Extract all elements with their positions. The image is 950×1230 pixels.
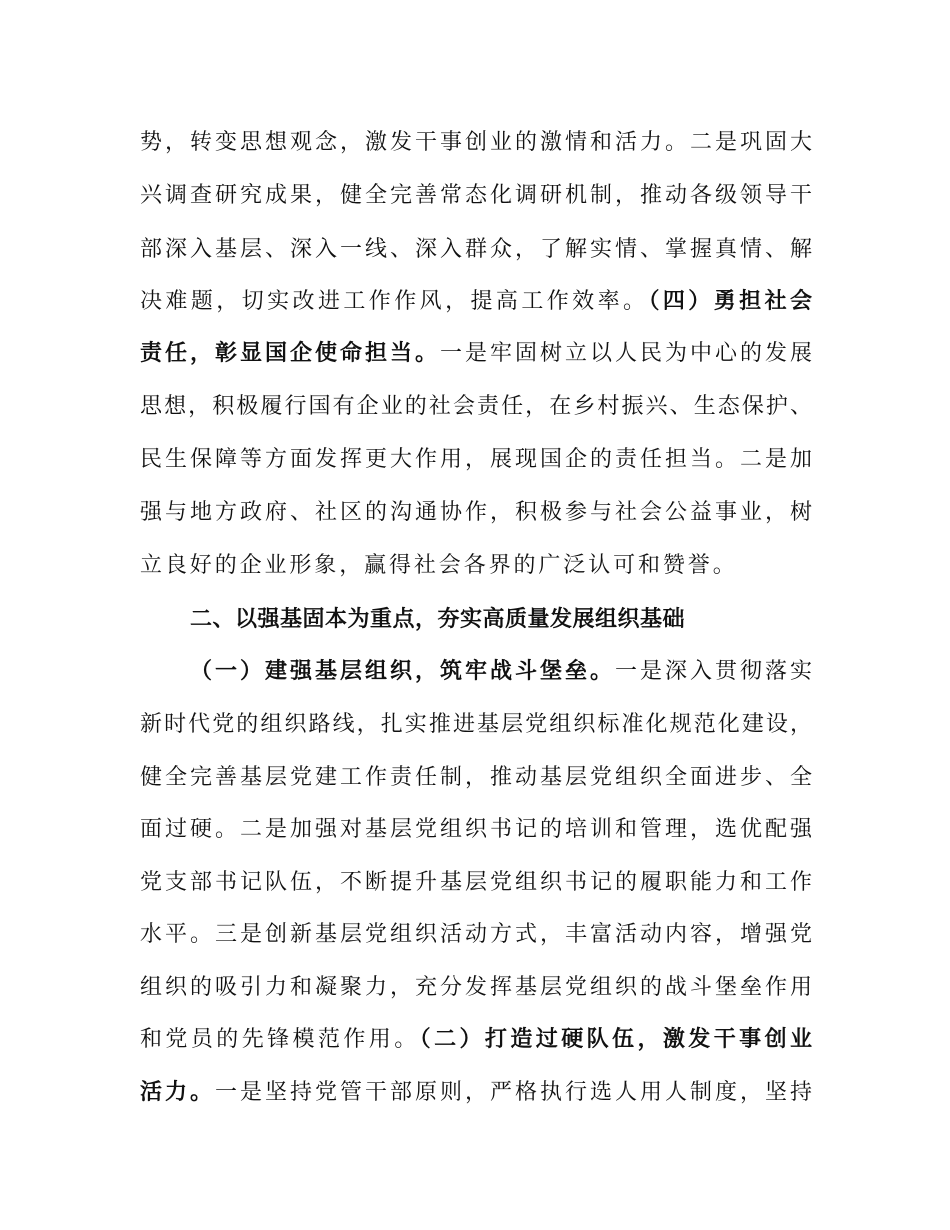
paragraph-line <box>140 765 812 791</box>
bold-subheading-text: 责任，彰显国企使命担当。 <box>140 341 440 366</box>
paragraph-line <box>140 394 812 420</box>
body-text: 水平。三是创新基层党组织活动方式，丰富活动内容，增强党 <box>140 922 812 947</box>
body-text: 健全完善基层党建工作责任制，推动基层党组织全面进步、全 <box>140 765 812 790</box>
body-text: 党支部书记队伍，不断提升基层党组织书记的履职能力和工作 <box>140 870 812 895</box>
body-text: 新时代党的组织路线，扎实推进基层党组织标准化规范化建设， <box>140 712 812 737</box>
paragraph-line <box>140 130 812 156</box>
section-heading <box>190 607 685 633</box>
bold-subheading-text: 二、以强基固本为重点，夯实高质量发展组织基础 <box>190 607 686 632</box>
body-text: 组织的吸引力和凝聚力，充分发挥基层党组织的战斗堡垒作用 <box>140 975 812 1000</box>
body-text: 部深入基层、深入一线、深入群众，了解实情、掌握真情、解 <box>140 237 812 262</box>
paragraph-line <box>140 922 812 948</box>
body-text: 思想，积极履行国有企业的社会责任，在乡村振兴、生态保护、 <box>140 394 812 419</box>
body-text: 一是深入贯彻落实 <box>614 659 812 684</box>
paragraph-line <box>140 237 812 263</box>
body-text: 面过硬。二是加强对基层党组织书记的培训和管理，选优配强 <box>140 817 812 842</box>
paragraph-line <box>140 1027 812 1053</box>
paragraph-line <box>140 975 812 1001</box>
paragraph-line <box>140 289 812 315</box>
body-text: 强与地方政府、社区的沟通协作，积极参与社会公益事业，树 <box>140 500 812 525</box>
body-text: 兴调查研究成果，健全完善常态化调研机制，推动各级领导干 <box>140 183 812 208</box>
body-text: 和党员的先锋模范作用。 <box>140 1027 420 1052</box>
paragraph-line <box>140 500 812 526</box>
paragraph-line <box>140 712 812 738</box>
paragraph-line <box>140 341 812 367</box>
paragraph-line <box>140 447 812 473</box>
paragraph-line <box>140 1080 812 1106</box>
body-text: 一是牢固树立以人民为中心的发展 <box>440 341 812 366</box>
paragraph-line <box>140 183 812 209</box>
body-text: 一是坚持党管干部原则，严格执行选人用人制度，坚持 <box>215 1080 812 1105</box>
body-text: 决难题，切实改进工作作风，提高工作效率。 <box>140 289 649 314</box>
body-text: 民生保障等方面发挥更大作用，展现国企的责任担当。二是加 <box>140 447 812 472</box>
bold-subheading-text: （四）勇担社会 <box>648 289 812 314</box>
body-text: 立良好的企业形象，赢得社会各界的广泛认可和赞誉。 <box>140 553 738 578</box>
bold-subheading-text: （一）建强基层组织，筑牢战斗堡垒。 <box>190 659 615 684</box>
bold-subheading-text: （二）打造过硬队伍，激发干事创业 <box>419 1027 812 1052</box>
paragraph-line <box>140 553 738 579</box>
paragraph-line <box>190 659 812 685</box>
paragraph-line <box>140 817 812 843</box>
paragraph-line <box>140 870 812 896</box>
bold-subheading-text: 活力。 <box>140 1080 215 1105</box>
body-text: 势，转变思想观念，激发干事创业的激情和活力。二是巩固大 <box>140 130 812 155</box>
